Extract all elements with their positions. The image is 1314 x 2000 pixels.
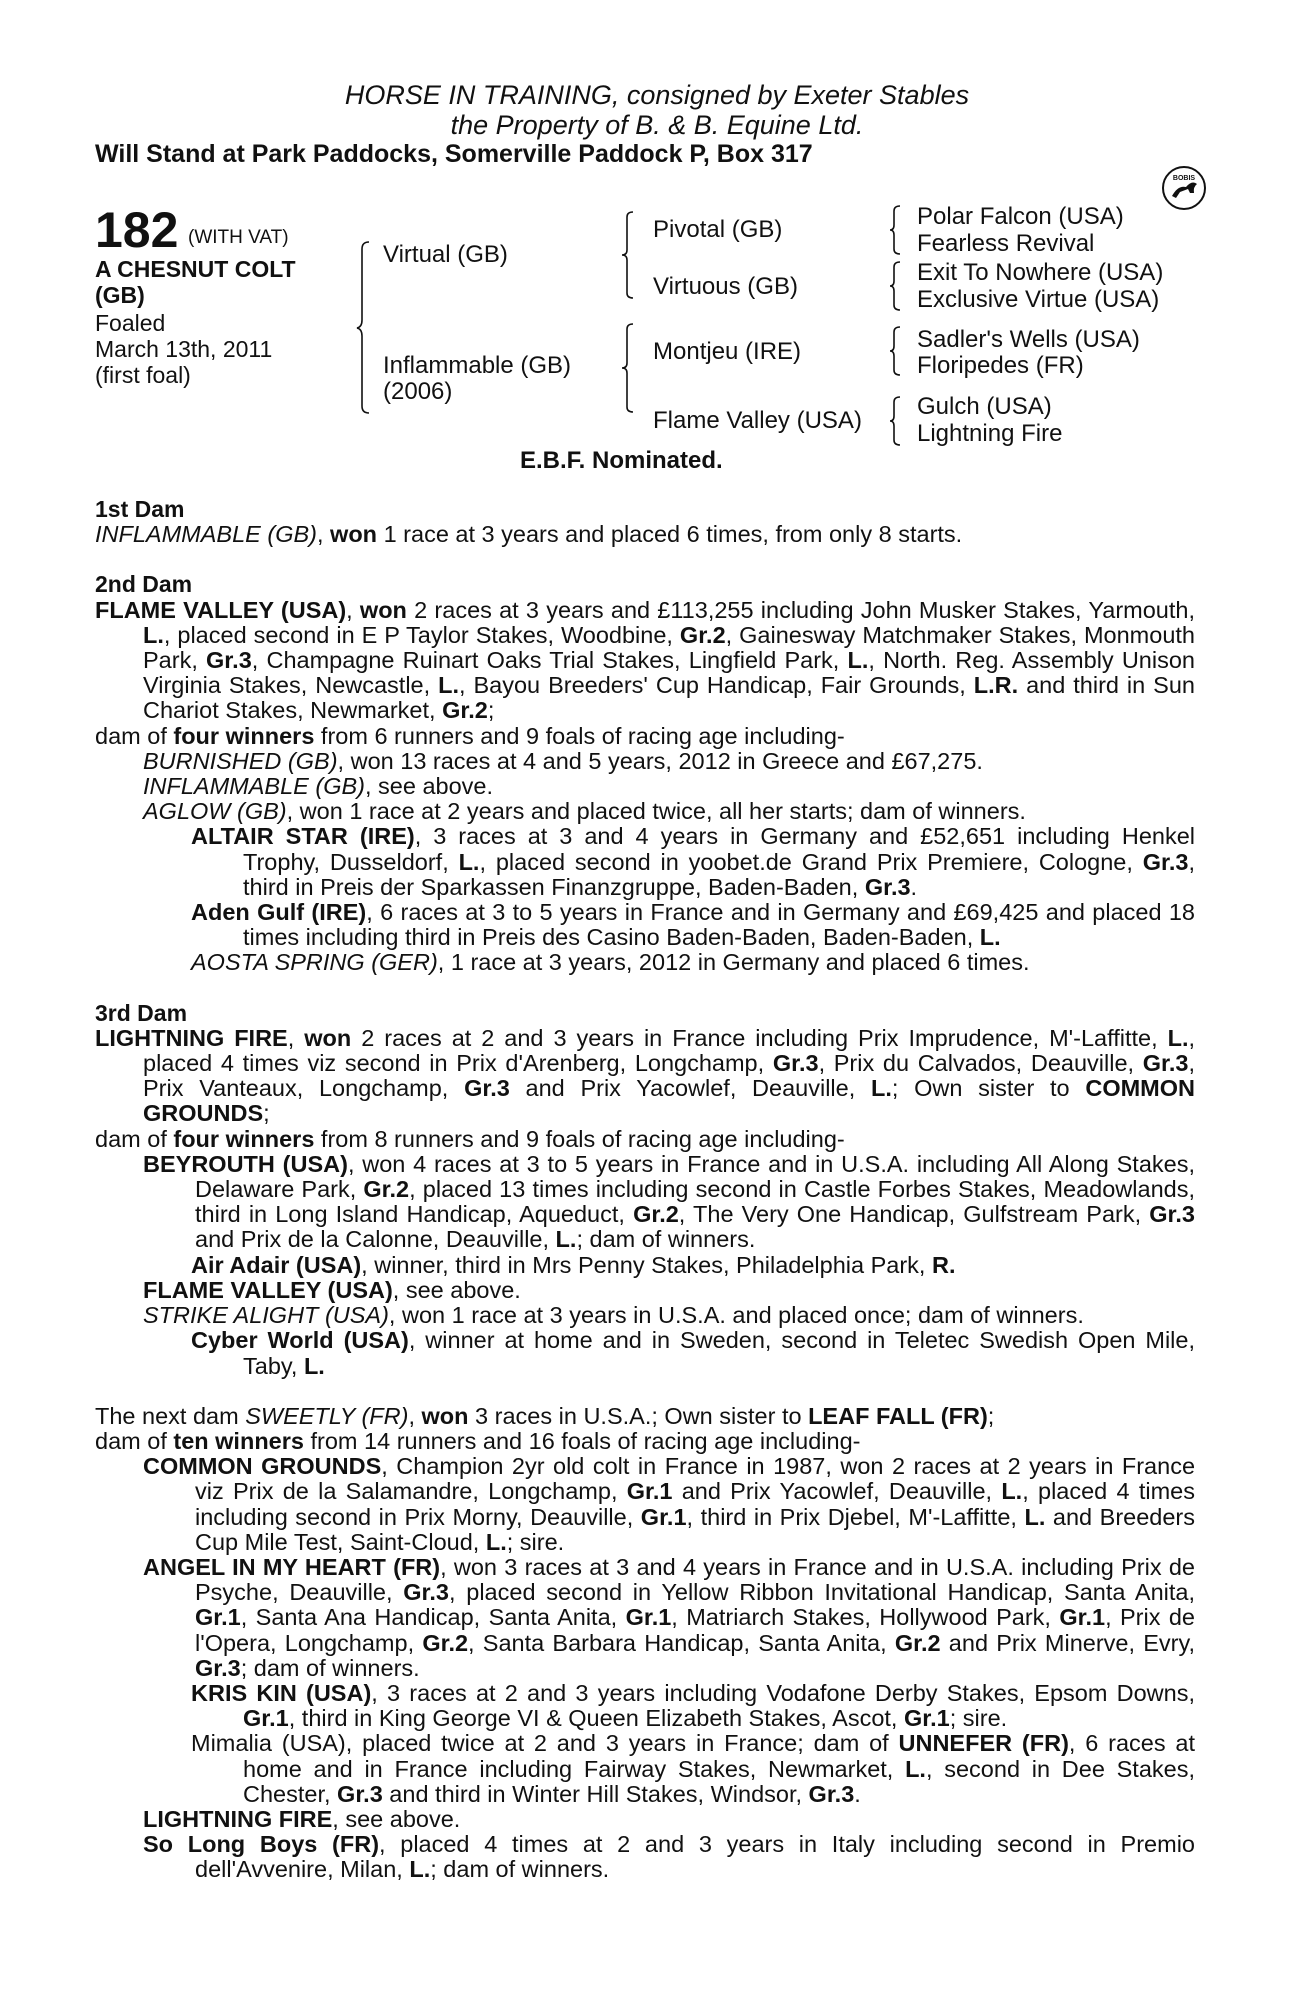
dam-record [95, 724, 1195, 749]
lot-foaled-date: March 13th, 2011 [95, 336, 273, 362]
bold-text: L. [847, 647, 869, 674]
progeny-record [95, 1454, 1195, 1555]
lot-vat: (WITH VAT) [188, 227, 289, 248]
pedigree-bracket-virtuous [888, 260, 904, 312]
pedigree-dd-dam: Lightning Fire [917, 420, 1063, 447]
text-run: from 8 runners and 9 foals of racing age including- [314, 1125, 845, 1152]
text-run: , placed 13 times including second in Castle Forbes Stakes, Meadowlands, third in Long Island Handicap, Aqueduct, [195, 1176, 1195, 1228]
text-run: , Bayou Breeders' Cup Handicap, Fair Grounds, [459, 672, 974, 699]
bold-text: Gr.3 [1142, 848, 1189, 875]
grand-progeny-record [95, 1253, 1195, 1278]
section-heading: 2nd Dam [95, 571, 193, 598]
text-run: , Champion 2yr old colt in France in 1987, won 2 races at 2 years in France viz Prix de la Salamandre, Longchamp, [195, 1453, 1196, 1505]
header-line-property: the Property of B. & B. Equine Ltd. [450, 110, 864, 140]
text-run: , Matriarch Stakes, Hollywood Park, [671, 1604, 1060, 1631]
pedigree-sire-sire: Pivotal (GB) [653, 216, 783, 243]
grand-progeny-record [95, 950, 1195, 975]
bold-text: Gr.3 [808, 1780, 855, 1807]
section-heading: 1st Dam [95, 496, 185, 522]
text-run: , [408, 1402, 422, 1429]
text-run: dam of [95, 1125, 174, 1152]
text-run: 1 race at 3 years and placed 6 times, from only 8 starts. [377, 521, 963, 548]
ebf-nominated: E.B.F. Nominated. [520, 447, 723, 474]
bold-text: won [421, 1402, 469, 1429]
text-run: , Santa Ana Handicap, Santa Anita, [240, 1604, 626, 1631]
text-run: 3 races in U.S.A.; Own sister to [468, 1402, 809, 1429]
bold-text: won [359, 596, 407, 623]
bold-text: FLAME VALLEY (USA) [143, 1276, 393, 1303]
text-run: ; [487, 697, 495, 724]
pedigree-sd-dam: Exclusive Virtue (USA) [917, 286, 1160, 313]
bold-text: Gr.3 [337, 1780, 383, 1807]
text-run: ; sire. [506, 1528, 565, 1555]
bold-text: Gr.2 [363, 1176, 410, 1203]
bold-text: Gr.3 [195, 1654, 241, 1681]
bold-text: So Long Boys (FR) [143, 1831, 380, 1858]
text-run: , won 1 race at 2 years and placed twice, all her starts; dam of winners. [286, 798, 1026, 825]
header-line-consignor: HORSE IN TRAINING, consigned by Exeter Stables [344, 80, 970, 110]
text-run: , placed second in E P Taylor Stakes, Woodbine, [163, 621, 680, 648]
bold-text: Gr.1 [195, 1604, 241, 1631]
text-run: ; dam of winners. [576, 1226, 756, 1253]
text-run: , won 4 races at 3 to 5 years in France and in U.S.A. including All Along Stakes, Delaware Park, [195, 1150, 1195, 1203]
dam-record [95, 1404, 1195, 1429]
text-run: , [287, 1024, 305, 1051]
grand-progeny-record [95, 1731, 1195, 1807]
bold-text: Gr.2 [679, 621, 726, 648]
text-run: and Prix de la Calonne, Deauville, [195, 1226, 556, 1253]
bold-text: Gr.1 [1059, 1604, 1106, 1631]
text-run: , placed second in Yellow Ribbon Invitational Handicap, Santa Anita, [449, 1579, 1195, 1606]
bold-text: COMMON GROUNDS [143, 1453, 382, 1480]
text-run: , see above. [332, 1805, 461, 1832]
text-run: and Breeders Cup Mile Test, Saint-Cloud, [195, 1503, 1195, 1555]
bold-text: Gr.3 [1142, 1050, 1189, 1077]
text-run: and Prix Minerve, Evry, [940, 1629, 1195, 1656]
text-run: , won 3 races at 3 and 4 years in France and in U.S.A. including Prix de Psyche, Deauville, [195, 1553, 1196, 1606]
text-run: and third in Winter Hill Stakes, Windsor, [382, 1780, 809, 1807]
bold-text: won [304, 1024, 352, 1051]
bold-text: L. [485, 1528, 507, 1555]
text-run: , Santa Barbara Handicap, Santa Anita, [468, 1629, 895, 1656]
dam-record [95, 1026, 1195, 1127]
progeny-record [95, 1303, 1195, 1328]
bold-text: Aden Gulf (IRE) [191, 899, 367, 926]
bold-text: R. [931, 1251, 956, 1278]
text-run: , Prix Vanteaux, Longchamp, [143, 1050, 1195, 1102]
text-run: , The Very One Handicap, Gulfstream Park, [678, 1201, 1150, 1228]
text-run: , Prix de l'Opera, Longchamp, [195, 1604, 1195, 1656]
text-run: 2 races at 2 and 3 years in France including Prix Imprudence, M'-Laffitte, [351, 1024, 1168, 1051]
bold-text: ten winners [173, 1427, 304, 1454]
section-heading: 3rd Dam [95, 999, 188, 1026]
pedigree-sire: Virtual (GB) [383, 241, 508, 268]
progeny-record [95, 1555, 1195, 1681]
text-run: and Prix Yacowlef, Deauville, [509, 1075, 871, 1102]
bold-text: Gr.2 [894, 1629, 941, 1656]
text-run: . [910, 873, 918, 900]
pedigree-ss-dam: Fearless Revival [917, 230, 1095, 257]
bold-text: Gr.1 [243, 1705, 289, 1732]
bobis-logo-icon [1161, 165, 1207, 211]
bold-text: Gr.1 [625, 1604, 672, 1631]
lot-foal-note: (first foal) [95, 362, 191, 388]
section-gap [95, 1379, 1195, 1404]
progeny-record [95, 774, 1195, 799]
bold-text: L. [303, 1352, 325, 1379]
progeny-record [95, 799, 1195, 824]
italic-name: STRIKE ALIGHT (USA) [143, 1302, 389, 1329]
section-gap [95, 547, 1195, 572]
dam-record [95, 598, 1195, 724]
pedigree-sd-sire: Exit To Nowhere (USA) [917, 259, 1164, 286]
bold-text: FLAME VALLEY (USA) [95, 596, 347, 623]
pedigree-bracket-dam-line [620, 322, 638, 414]
text-run: , 3 races at 3 and 4 years in Germany and £52,651 including Henkel Trophy, Dusseldorf, [243, 823, 1195, 875]
text-run: and third in Sun Chariot Stakes, Newmarket, [143, 672, 1195, 724]
pedigree-dam: Inflammable (GB) [383, 352, 572, 379]
bold-text: Air Adair (USA) [191, 1251, 362, 1278]
text-run: , 6 races at home and in France including Fairway Stakes, Newmarket, [243, 1730, 1196, 1782]
text-run: , second in Dee Stakes, Chester, [243, 1755, 1195, 1807]
text-run: , Gainesway Matchmaker Stakes, Monmouth Park, [143, 621, 1195, 674]
text-run: ; dam of winners. [240, 1654, 420, 1681]
text-run: , third in Prix Djebel, M'-Laffitte, [686, 1503, 1025, 1530]
text-run: , won 13 races at 4 and 5 years, 2012 in Greece and £67,275. [337, 747, 983, 774]
bold-text: KRIS KIN (USA) [191, 1679, 372, 1706]
text-run: , placed 4 times viz second in Prix d'Arenberg, Longchamp, [143, 1024, 1196, 1077]
grand-progeny-record [95, 900, 1195, 950]
pedigree-ss-sire: Polar Falcon (USA) [917, 203, 1124, 230]
bold-text: L. [555, 1226, 577, 1253]
bold-text: L. [1024, 1503, 1046, 1530]
bold-text: Gr.3 [864, 873, 911, 900]
grand-progeny-record [95, 1681, 1195, 1731]
text-run: , Prix du Calvados, Deauville, [818, 1050, 1143, 1077]
text-run: dam of [95, 722, 174, 749]
text-run: ; [263, 1100, 270, 1127]
bold-text: Gr.3 [464, 1075, 510, 1102]
text-run: 2 races at 3 years and £113,255 including John Musker Stakes, Yarmouth, [406, 596, 1196, 623]
bold-text: Gr.3 [1149, 1201, 1195, 1228]
bold-text: Gr.2 [633, 1201, 679, 1228]
bold-text: four winners [173, 1125, 315, 1152]
bold-text: Gr.3 [206, 647, 252, 674]
lot-description: A CHESNUT COLT [95, 256, 296, 282]
bold-text: L. [1167, 1024, 1189, 1051]
pedigree-dd-sire: Gulch (USA) [917, 393, 1052, 420]
bold-text: L. [870, 1075, 892, 1102]
text-run: , 3 races at 2 and 3 years including Vodafone Derby Stakes, Epsom Downs, [371, 1679, 1195, 1706]
text-run: ; dam of winners. [430, 1856, 610, 1883]
italic-name: AOSTA SPRING (GER) [191, 949, 438, 976]
pedigree-bracket-generation-1 [355, 240, 375, 415]
text-run: , won 1 race at 3 years in U.S.A. and placed once; dam of winners. [388, 1302, 1084, 1329]
pedigree-dam-sire: Montjeu (IRE) [653, 338, 802, 365]
bold-text: won [330, 521, 378, 548]
bold-text: UNNEFER (FR) [898, 1730, 1069, 1757]
pedigree-ds-sire: Sadler's Wells (USA) [917, 326, 1140, 353]
bold-text: four winners [173, 722, 315, 749]
lot-number: 182 [95, 202, 179, 258]
bold-text: Gr.3 [772, 1050, 819, 1077]
section-gap [95, 976, 1195, 1001]
text-run: Mimalia (USA), placed twice at 2 and 3 years in France; dam of [191, 1730, 899, 1757]
italic-name: INFLAMMABLE (GB) [95, 521, 317, 548]
text-run: , third in Preis der Sparkassen Finanzgruppe, Baden-Baden, [243, 848, 1195, 900]
text-run: , winner at home and in Sweden, second in Teletec Swedish Open Mile, Taby, [243, 1327, 1195, 1379]
text-run: , placed 4 times including second in Prix Morny, Deauville, [195, 1478, 1195, 1530]
bobis-logo-text: BOBIS [1172, 175, 1196, 182]
text-run: , winner, third in Mrs Penny Stakes, Philadelphia Park, [361, 1251, 932, 1278]
bold-text: L. [438, 672, 459, 699]
text-run: and Prix Yacowlef, Deauville, [672, 1478, 1002, 1505]
progeny-record [95, 1152, 1195, 1253]
progeny-record [95, 749, 1195, 774]
text-run: , 1 race at 3 years, 2012 in Germany and placed 6 times. [437, 949, 1030, 976]
text-run: , see above. [392, 1276, 521, 1303]
text-run: ; Own sister to [891, 1075, 1086, 1102]
family-notes [95, 497, 1195, 1883]
pedigree-bracket-flame-valley [888, 395, 904, 447]
text-run: ; [987, 1402, 995, 1429]
text-run: , placed second in yoobet.de Grand Prix Premiere, Cologne, [479, 848, 1143, 875]
text-run: ; sire. [949, 1705, 1008, 1732]
dam-record [95, 522, 1195, 547]
text-run: from 6 runners and 9 foals of racing age including- [314, 722, 845, 749]
bold-text: LEAF FALL (FR) [808, 1402, 988, 1429]
text-run: dam of [95, 1427, 174, 1454]
bold-text: L. [143, 621, 164, 648]
bold-text: ANGEL IN MY HEART (FR) [143, 1553, 441, 1580]
lot-origin: (GB) [95, 282, 145, 308]
header-line-location: Will Stand at Park Paddocks, Somerville Paddock P, Box 317 [95, 140, 813, 168]
bold-text: LIGHTNING FIRE [143, 1805, 333, 1832]
dam-record [95, 1127, 1195, 1152]
text-run: . [854, 1780, 861, 1807]
text-run: , [346, 596, 360, 623]
bold-text: L. [905, 1755, 926, 1782]
bold-text: COMMON GROUNDS [143, 1075, 1195, 1127]
bold-text: L. [458, 848, 480, 875]
bold-text: L. [409, 1856, 431, 1883]
bold-text: L. [979, 924, 1001, 951]
pedigree-sire-dam: Virtuous (GB) [653, 273, 798, 300]
bold-text: Gr.1 [904, 1705, 950, 1732]
dam-record [95, 1429, 1195, 1454]
text-run: The next dam [95, 1402, 246, 1429]
italic-name: AGLOW (GB) [143, 798, 287, 825]
grand-progeny-record [95, 1328, 1195, 1378]
grand-progeny-record [95, 824, 1195, 900]
text-run: , North. Reg. Assembly Unison Virginia Stakes, Newcastle, [143, 647, 1195, 699]
text-run: , [316, 521, 331, 548]
bold-text: Gr.3 [403, 1579, 449, 1606]
text-run: , placed 4 times at 2 and 3 years in Italy including second in Premio dell'Avvenire, Milan, [195, 1831, 1195, 1883]
text-run: from 14 runners and 16 foals of racing age including- [303, 1427, 861, 1454]
italic-name: INFLAMMABLE (GB) [143, 773, 365, 800]
pedigree-bracket-pivotal [888, 204, 904, 256]
bold-text: Cyber World (USA) [191, 1327, 409, 1354]
bold-text: Gr.2 [422, 1629, 469, 1656]
bold-text: Gr.1 [626, 1478, 673, 1505]
lot-foaled-label: Foaled [95, 310, 166, 336]
italic-name: BURNISHED (GB) [143, 747, 338, 774]
progeny-record [95, 1832, 1195, 1882]
pedigree-bracket-sire-line [620, 210, 638, 300]
bold-text: L.R. [973, 672, 1019, 699]
italic-name: SWEETLY (FR) [245, 1402, 409, 1429]
progeny-record [95, 1278, 1195, 1303]
text-run: , see above. [364, 773, 494, 800]
progeny-record [95, 1807, 1195, 1832]
bold-text: Gr.1 [640, 1503, 687, 1530]
bold-text: Gr.2 [442, 697, 488, 724]
bold-text: LIGHTNING FIRE [95, 1024, 288, 1051]
bold-text: L. [1001, 1478, 1023, 1505]
bold-text: BEYROUTH (USA) [143, 1150, 348, 1177]
pedigree-dam-year: (2006) [383, 378, 453, 405]
pedigree-dam-dam: Flame Valley (USA) [653, 407, 862, 434]
text-run: , Champagne Ruinart Oaks Trial Stakes, Lingfield Park, [251, 647, 848, 674]
bold-text: ALTAIR STAR (IRE) [191, 823, 415, 850]
text-run: , third in King George VI & Queen Elizabeth Stakes, Ascot, [288, 1705, 904, 1732]
pedigree-bracket-montjeu [888, 325, 904, 377]
pedigree-ds-dam: Floripedes (FR) [917, 352, 1084, 379]
text-run: , 6 races at 3 to 5 years in France and in Germany and £69,425 and placed 18 times including third in Preis des Casino Baden-Baden, Baden-Baden, [243, 899, 1196, 951]
